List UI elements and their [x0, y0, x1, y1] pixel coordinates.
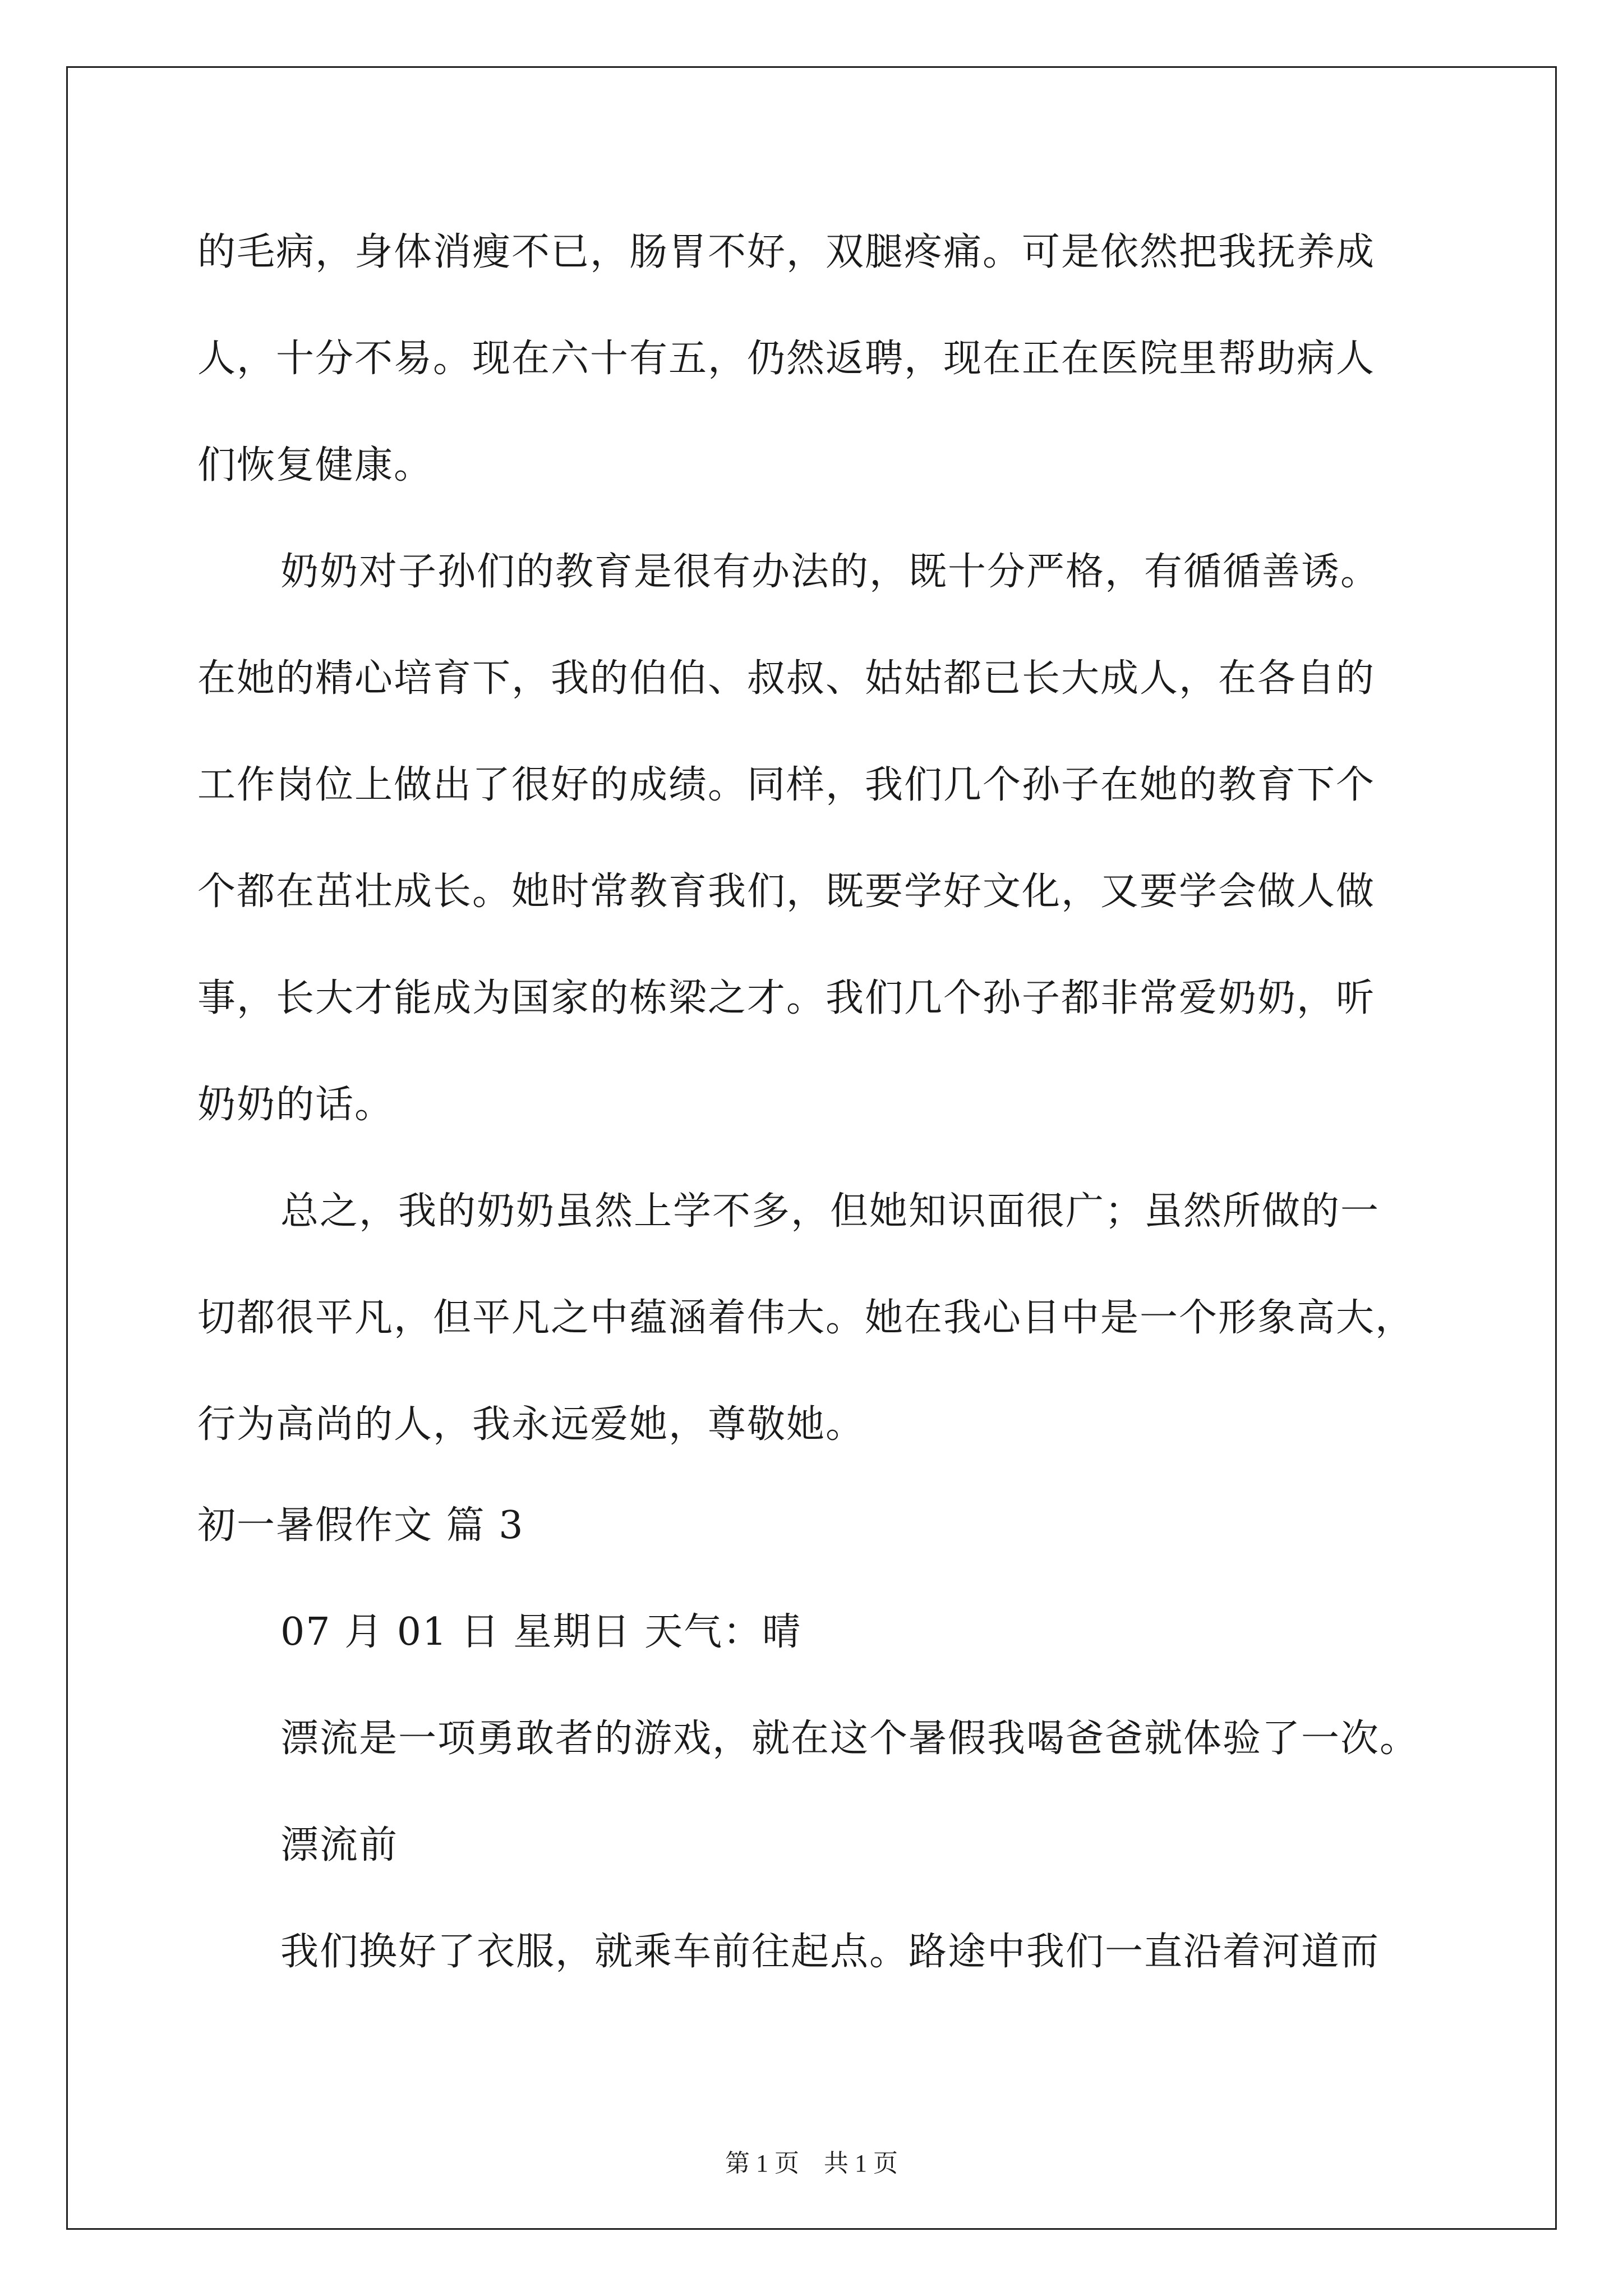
- section-heading: 初一暑假作文 篇 3: [197, 1503, 524, 1548]
- text-line: 事，长大才能成为国家的栋梁之才。我们几个孙子都非常爱奶奶，听: [197, 976, 1376, 1020]
- text-line: 的毛病，身体消瘦不已，肠胃不好，双腿疼痛。可是依然把我抚养成: [197, 230, 1376, 274]
- paragraph-start: 我们换好了衣服，就乘车前往起点。路途中我们一直沿着河道而: [280, 1930, 1380, 1974]
- text-line: 在她的精心培育下，我的伯伯、叔叔、姑姑都已长大成人，在各自的: [197, 656, 1376, 701]
- paragraph-start: 奶奶对子孙们的教育是很有办法的，既十分严格，有循循善诱。: [280, 550, 1380, 594]
- page-footer: 第 1 页 共 1 页: [725, 2150, 898, 2177]
- text-line: 工作岗位上做出了很好的成绩。同样，我们几个孙子在她的教育下个: [197, 763, 1376, 807]
- paragraph-start: 漂流是一项勇敢者的游戏，就在这个暑假我喝爸爸就体验了一次。: [280, 1717, 1419, 1761]
- paragraph-start: 总之，我的奶奶虽然上学不多，但她知识面很广；虽然所做的一: [280, 1189, 1380, 1234]
- text-line: 个都在茁壮成长。她时常教育我们，既要学好文化，又要学会做人做: [197, 869, 1376, 914]
- diary-date-line: 07 月 01 日 星期日 天气：晴: [280, 1610, 802, 1654]
- page-border: [66, 66, 1557, 2230]
- text-line: 切都很平凡，但平凡之中蕴涵着伟大。她在我心目中是一个形象高大，: [197, 1296, 1415, 1340]
- text-line: 人，十分不易。现在六十有五，仍然返聘，现在正在医院里帮助病人: [197, 337, 1376, 381]
- text-line: 奶奶的话。: [197, 1083, 394, 1127]
- text-line: 行为高尚的人，我永远爱她，尊敬她。: [197, 1402, 865, 1447]
- subheading: 漂流前: [280, 1823, 399, 1867]
- text-line: 们恢复健康。: [197, 443, 434, 487]
